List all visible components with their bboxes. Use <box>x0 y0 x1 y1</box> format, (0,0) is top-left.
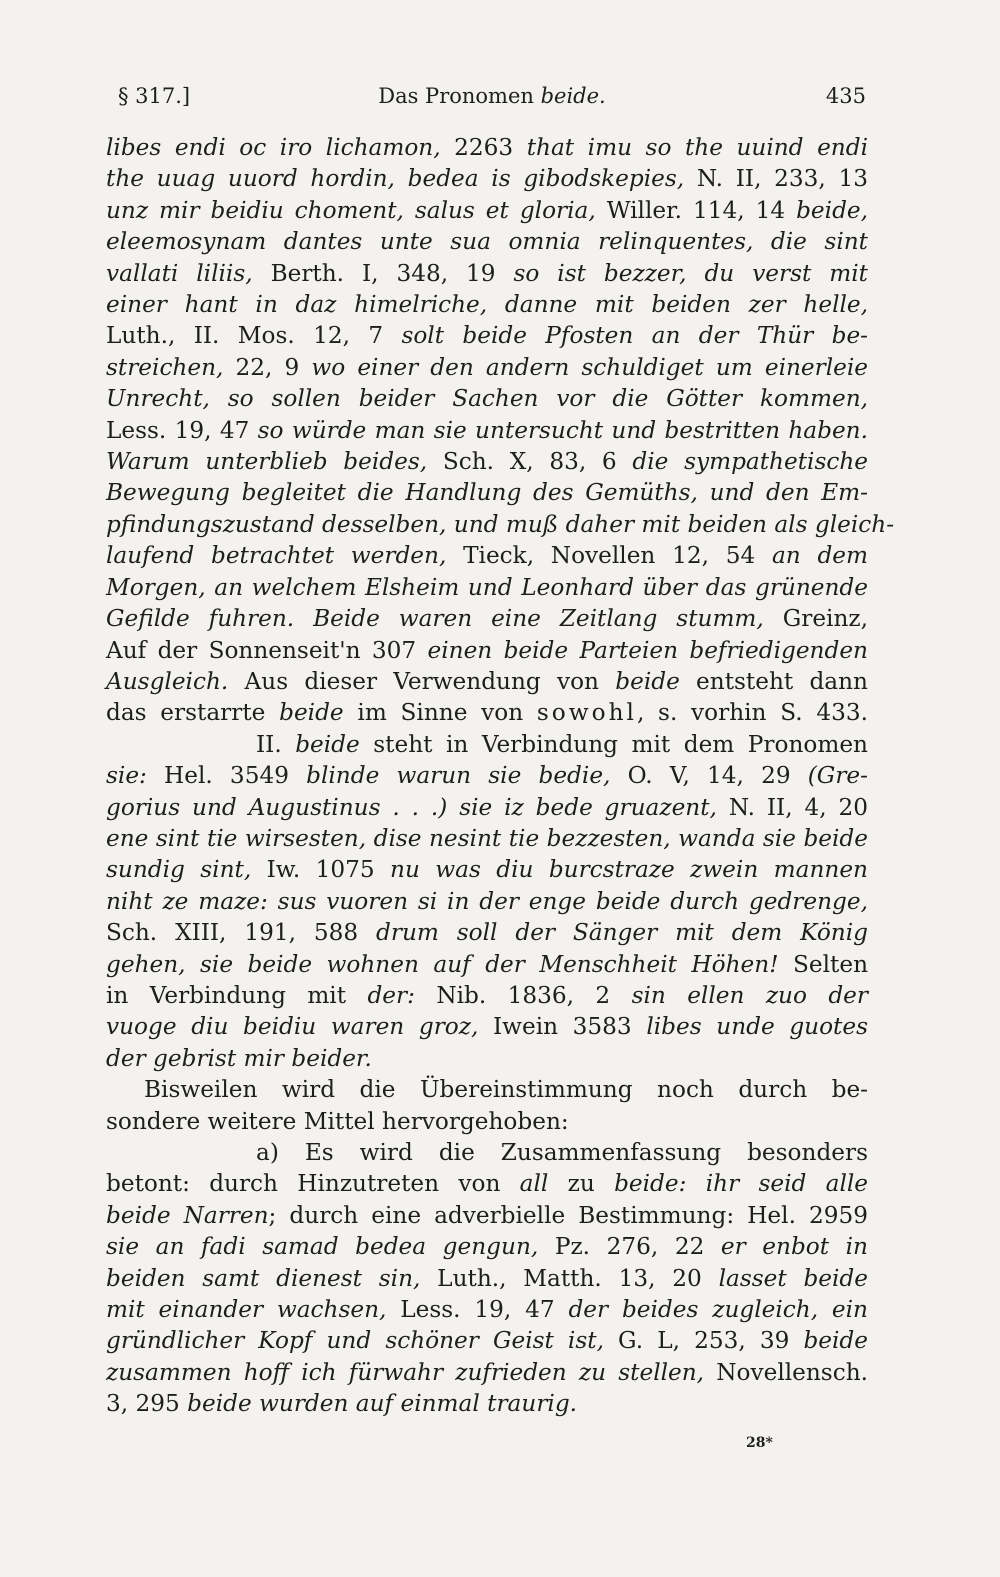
roman-text: Iwein 3583 <box>492 1013 647 1041</box>
text-line <box>106 352 868 383</box>
text-line <box>106 509 895 540</box>
text-line <box>106 792 868 823</box>
roman-text: Bisweilen wird die Übereinstimmung noch durch be- <box>144 1076 868 1104</box>
roman-text: 2263 <box>454 134 527 161</box>
italic-text: Morgen, an welchem Elsheim und Leonhard über das grünende <box>106 573 868 601</box>
running-title <box>118 84 866 108</box>
text-line <box>106 1074 868 1105</box>
italic-text: sie an fadi samad bedea gengun, <box>106 1233 555 1261</box>
italic-text: Ausgleich. <box>106 667 245 695</box>
italic-text: sin ellen zuo der <box>631 981 868 1009</box>
text-line <box>106 949 868 980</box>
italic-text: mit einander wachsen, <box>106 1296 401 1324</box>
roman-text: Less. 19, 47 <box>106 416 258 444</box>
roman-text: Less. 19, 47 <box>400 1296 569 1324</box>
roman-text: O. V, 14, 29 <box>627 762 808 790</box>
italic-text: zusammen hoff ich fürwahr zufrieden zu stellen, <box>106 1358 717 1386</box>
running-header <box>118 84 866 116</box>
text-line <box>106 1325 868 1356</box>
italic-text: unz mir beidiu choment, salus et gloria, <box>106 196 607 224</box>
italic-text: (Gre- <box>807 762 868 790</box>
text-line <box>106 823 868 854</box>
text-line <box>106 1200 868 1231</box>
italic-text: Warum unterblieb beides, <box>106 448 443 476</box>
italic-text: Unrecht, so sollen beider Sachen vor die Götter kommen, <box>106 385 868 413</box>
roman-text: zu <box>567 1170 615 1198</box>
roman-text: N. II, 4, 20 <box>728 793 868 821</box>
roman-text: Novellensch. <box>716 1358 868 1386</box>
text-line <box>106 917 868 948</box>
italic-text: Gefilde fuhren. Beide waren eine Zeitlang stumm, <box>106 605 783 633</box>
section-reference: § 317.] <box>118 84 191 108</box>
text-line <box>106 383 868 414</box>
signature-mark: 28* <box>746 1435 773 1451</box>
text-line <box>106 760 868 791</box>
italic-text: drum soll der Sänger mit dem König <box>376 919 868 947</box>
italic-text: beide Narren <box>106 1201 269 1229</box>
italic-text: beide, <box>796 196 869 224</box>
italic-text: gorius und Augustinus . . .) sie iz bede gruazent, <box>106 793 729 821</box>
italic-text: eleemosynam dantes unte sua omnia relinquentes, die sint <box>106 228 868 256</box>
page-number: 435 <box>825 84 866 108</box>
roman-text: 3, 295 <box>106 1390 188 1418</box>
text-line <box>106 635 868 666</box>
text-line <box>106 258 868 289</box>
text-line <box>106 477 868 508</box>
italic-text: einen beide Parteien befriedigenden <box>427 636 868 664</box>
roman-text: entsteht dann <box>696 667 868 695</box>
roman-text: Selten <box>793 950 868 978</box>
italic-text: beide <box>615 667 697 695</box>
italic-text: Bewegung begleitet die Handlung des Gemüths, und den Em- <box>106 479 868 507</box>
italic-text: libes unde guotes <box>646 1013 868 1041</box>
text-line <box>106 1137 868 1168</box>
text-line <box>106 163 868 194</box>
body-text <box>106 132 895 1420</box>
roman-text: Aus dieser Verwendung von <box>244 667 616 695</box>
text-line <box>106 289 868 320</box>
italic-text: libes endi oc iro lichamon, <box>106 134 455 161</box>
text-line <box>106 1043 868 1074</box>
roman-text: Nib. 1836, 2 <box>436 981 632 1009</box>
italic-text: beide <box>295 730 374 758</box>
roman-text: im Sinne von <box>357 699 537 727</box>
roman-text: Greinz, <box>782 605 868 633</box>
italic-text: er enbot in <box>720 1233 868 1261</box>
italic-text: so würde man sie untersucht und bestritten haben. <box>257 416 868 444</box>
italic-text: gründlicher Kopf und schöner Geist ist, <box>106 1327 619 1355</box>
roman-text: N. II, 233, 13 <box>696 165 868 193</box>
text-line <box>106 1294 868 1325</box>
text-line <box>106 1011 868 1042</box>
italic-text: beide <box>803 1327 868 1355</box>
italic-text: vuoge diu beidiu waren groz, <box>106 1013 493 1041</box>
roman-text: , s. vorhin S. 433. <box>636 699 869 727</box>
roman-text: II. <box>256 730 296 758</box>
italic-text: sie: <box>106 762 165 790</box>
text-line <box>106 195 868 226</box>
italic-text: wo einer den andern schuldiget um einerleie <box>311 353 869 381</box>
text-line <box>106 603 868 634</box>
roman-text: Auf der Sonnenseit'n 307 <box>106 636 428 664</box>
roman-text: Willer. 114, 14 <box>606 196 797 224</box>
italic-text: that imu so the uuind endi <box>526 134 868 161</box>
running-title-italic: beide. <box>540 84 606 108</box>
text-line <box>106 1388 868 1419</box>
italic-text: einer hant in daz himelriche, danne mit beiden zer helle, <box>106 291 868 319</box>
italic-text: der: <box>367 981 437 1009</box>
text-line <box>106 132 868 163</box>
roman-text: Hel. 3549 <box>164 762 307 790</box>
roman-text: betont: durch Hinzutreten von <box>106 1170 520 1198</box>
text-line <box>106 666 868 697</box>
roman-text: ; durch eine adverbielle Bestimmung: Hel. 2959 <box>268 1201 868 1229</box>
italic-text: solt beide Pfosten an der Thür be- <box>401 322 869 350</box>
italic-text: beide: ihr seid alle <box>614 1170 869 1198</box>
roman-text: Iw. 1075 <box>266 856 391 884</box>
italic-text: all <box>519 1170 568 1198</box>
spaced-text: sowohl <box>536 699 637 727</box>
text-line <box>106 729 868 760</box>
italic-text: blinde warun sie bedie, <box>306 762 628 790</box>
italic-text: an dem <box>771 542 868 570</box>
roman-text: steht in Verbindung mit dem Pronomen <box>373 730 868 758</box>
italic-text: pfindungszustand desselben, und muß daher mit beiden als gleich- <box>106 510 895 538</box>
italic-text: so ist bezzer, du verst mit <box>513 259 868 287</box>
text-line <box>106 697 868 728</box>
text-line <box>106 1263 868 1294</box>
text-line <box>106 226 868 257</box>
text-line <box>106 1231 868 1262</box>
text-line <box>106 446 868 477</box>
roman-text: Luth., Matth. 13, 20 <box>437 1264 719 1292</box>
italic-text: beiden samt dienest sin, <box>106 1264 438 1292</box>
roman-text: sondere weitere Mittel hervorgehoben: <box>106 1107 569 1135</box>
italic-text: niht ze maze: sus vuoren si in der enge beide durch gedrenge, <box>106 887 868 915</box>
italic-text: vallati liliis, <box>106 259 271 287</box>
italic-text: der gebrist mir beider. <box>106 1044 372 1072</box>
italic-text: streichen, <box>106 353 236 381</box>
roman-text: in Verbindung mit <box>106 981 368 1009</box>
text-line <box>106 1357 868 1388</box>
roman-text: a) Es wird die Zusammenfassung besonders <box>256 1139 868 1166</box>
text-line <box>106 415 868 446</box>
roman-text: Berth. I, 348, 19 <box>270 259 514 287</box>
italic-text: gehen, sie beide wohnen auf der Menschheit Höhen! <box>106 950 793 978</box>
italic-text: der beides zugleich, ein <box>568 1296 868 1324</box>
roman-text: Sch. X, 83, 6 <box>442 448 633 476</box>
italic-text: sundig sint, <box>106 856 267 884</box>
text-line <box>106 980 868 1011</box>
running-title-text: Das Pronomen <box>378 84 534 108</box>
italic-text: the uuag uuord hordin, bedea is gibodskepies, <box>106 165 697 193</box>
text-line <box>106 1106 868 1137</box>
italic-text: nu was diu burcstraze zwein mannen <box>390 856 868 884</box>
italic-text: laufend betrachtet werden, <box>106 542 464 570</box>
text-line <box>106 540 868 571</box>
text-line <box>106 572 868 603</box>
text-line <box>106 886 868 917</box>
italic-text: beide wurden auf einmal traurig. <box>187 1390 578 1418</box>
roman-text: Sch. XIII, 191, 588 <box>106 919 377 947</box>
roman-text: Tieck, Novellen 12, 54 <box>463 542 772 570</box>
text-line <box>106 320 868 351</box>
italic-text: beide <box>279 699 358 727</box>
roman-text: 22, 9 <box>235 353 312 381</box>
text-line <box>106 854 868 885</box>
italic-text: ene sint tie wirsesten, dise nesint tie bezzesten, wanda sie beide <box>106 824 868 852</box>
italic-text: lasset beide <box>718 1264 869 1292</box>
roman-text: Luth., II. Mos. 12, 7 <box>106 322 402 350</box>
roman-text: Pz. 276, 22 <box>554 1233 721 1261</box>
roman-text: G. L, 253, 39 <box>618 1327 804 1355</box>
italic-text: die sympathetische <box>632 448 868 476</box>
text-line <box>106 1168 868 1199</box>
roman-text: das erstarrte <box>106 699 280 727</box>
